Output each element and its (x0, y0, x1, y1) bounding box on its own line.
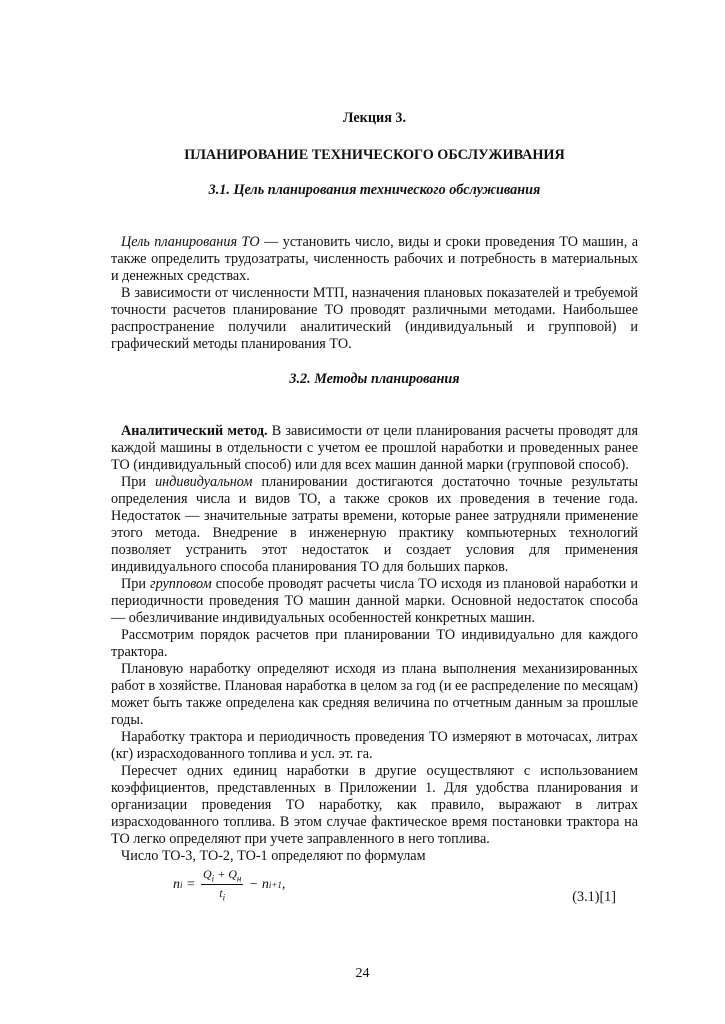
paragraph-text: — установить число, виды и сроки проведения ТО машин, а также определить трудозатраты, численность рабочих и потребность в материальных и денежных средствах. (111, 234, 638, 284)
num-sub1: i (211, 873, 215, 884)
equation-number: (3.1)[1] (572, 889, 616, 905)
page-title: ПЛАНИРОВАНИЕ ТЕХНИЧЕСКОГО ОБСЛУЖИВАНИЯ (184, 147, 565, 163)
paragraph: Пересчет одних единиц наработки в другие осуществляют с использованием коэффициентов, представленных в Приложении 1. Для удобства планирования и организации проведения ТО наработку, как правило, выражают в литрах израсходованного топлива. В этом случае фактическое время постановки трактора на ТО легко определяют при учете заправленного в него топлива. (111, 763, 638, 847)
paragraph-text: При (121, 474, 156, 490)
den-t: t (219, 886, 223, 901)
paragraph: Рассмотрим порядок расчетов при планировании ТО индивидуально для каждого трактора. (111, 627, 638, 660)
paragraph-text: В зависимости от цели планирования расчеты проводят для каждой машины в отдельности с учетом ее прошлой наработки и проведенных ранее ТО (индивидуальный способ) или для всех машин данной марки (групповой способ). (111, 423, 638, 473)
formula-eq: = (182, 876, 199, 892)
bold-term: Аналитический метод. (121, 423, 268, 439)
formula-3-1 (111, 867, 638, 915)
paragraph: Число ТО-3, ТО-2, ТО-1 определяют по формулам (121, 848, 426, 864)
formula-minus: − n (245, 876, 269, 892)
formula-expression (173, 867, 285, 903)
formula-lhs-sub: i (180, 879, 183, 890)
paragraph (111, 423, 638, 474)
paragraph (111, 474, 638, 576)
num-sub2: н (236, 873, 242, 884)
formula-numerator (201, 867, 243, 885)
lecture-number: Лекция 3. (342, 110, 407, 126)
italic-term: групповом (150, 576, 212, 592)
paragraph-text: планировании достигаются достаточно точные результаты определения числа и видов ТО, а также сроков их проведения в течение года. Недостаток — значительные затраты времени, которые ранее затрудняли применение этого метода. Внедрение в инженерную практику компьютерных технологий позволяет устранить этот недостаток и создает условия для применения индивидуального способа планирования ТО для больших парков. (111, 474, 638, 575)
formula-minus-sub: i+1 (268, 879, 282, 890)
paragraph: В зависимости от численности МТП, назначения плановых показателей и требуемой точности расчетов планирование ТО проводят различными методами. Наибольшее распространение получили аналитический (индивидуальный и групповой) и графический методы планирования ТО. (111, 285, 638, 352)
paragraph-text: способе проводят расчеты числа ТО исходя из плановой наработки и периодичности проведения ТО машин данной марки. Основной недостаток способа — обезличивание индивидуальных особенностей конкретных машин. (111, 576, 638, 626)
paragraph-text: При (121, 576, 151, 592)
den-sub: i (222, 892, 226, 903)
formula-tail: , (281, 876, 286, 892)
italic-term: Цель планирования ТО (121, 234, 260, 250)
formula-denominator (219, 885, 225, 902)
document-page (111, 110, 638, 915)
formula-fraction (201, 867, 243, 903)
paragraph (111, 576, 638, 627)
section-heading-3-1: 3.1. Цель планирования технического обслуживания (208, 182, 541, 198)
section-heading-3-2: 3.2. Методы планирования (289, 371, 460, 387)
num-q: Q (202, 867, 212, 881)
paragraph: Наработку трактора и периодичность проведения ТО измеряют в моточасах, литрах (кг) израсходованного топлива и усл. эт. га. (111, 729, 638, 762)
italic-term: индивидуальном (155, 474, 253, 490)
page-number: 24 (355, 966, 370, 981)
num-plus: + Q (214, 867, 237, 881)
paragraph (111, 234, 638, 285)
formula-lhs: n (173, 876, 180, 892)
paragraph: Плановую наработку определяют исходя из плана выполнения механизированных работ в хозяйстве. Плановая наработка в целом за год (и ее распределение по месяцам) может быть также определена как средняя величина по отчетным данным за прошлые годы. (111, 661, 638, 728)
